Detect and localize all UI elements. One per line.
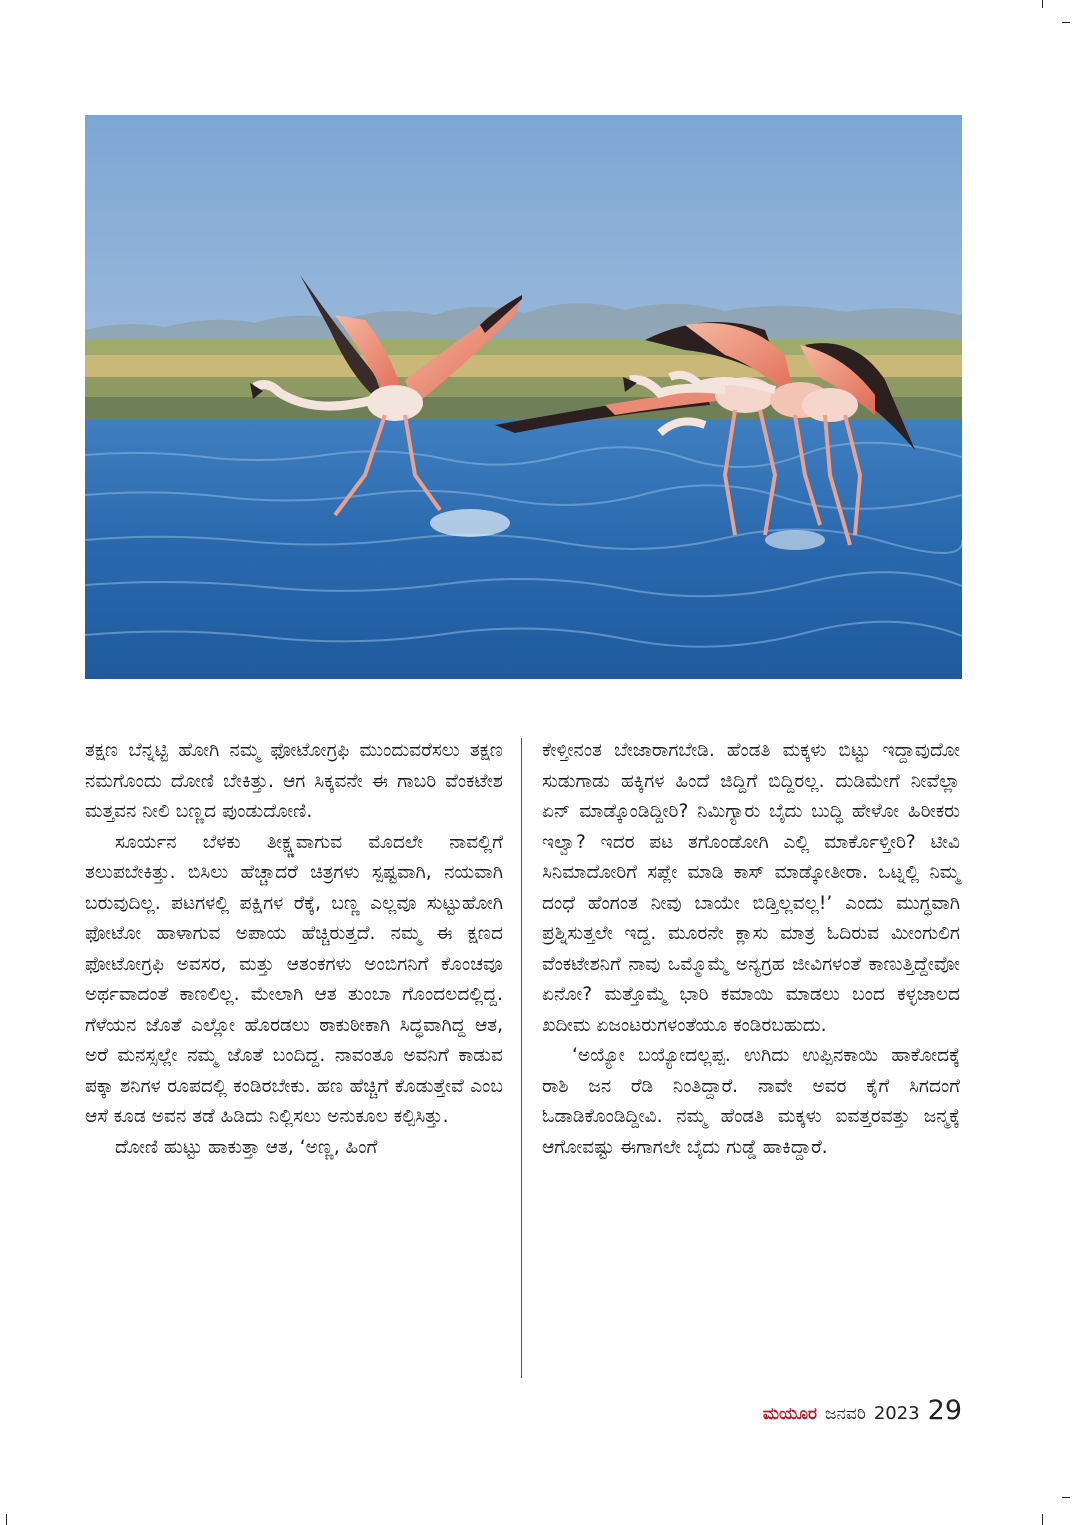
- paragraph: ಸೂರ್ಯನ ಬೆಳಕು ತೀಕ್ಷ್ಣವಾಗುವ ಮೊದಲೇ ನಾವಲ್ಲಿಗೆ ತಲುಪಬೇಕಿತ್ತು. ಬಿಸಿಲು ಹೆಚ್ಚಾದರೆ ಚಿತ್ರಗಳು ಸ್ಪಷ್ಟವಾಗಿ, ನಯವಾಗಿ ಬರುವುದಿಲ್ಲ. ಪಟಗಳಲ್ಲಿ ಪಕ್ಷಿಗಳ ರೆಕ್ಕೆ, ಬಣ್ಣ ಎಲ್ಲವೂ ಸುಟ್ಟುಹೋಗಿ ಫೋಟೋ ಹಾಳಾಗುವ ಅಪಾಯ ಹೆಚ್ಚಿರುತ್ತದೆ. ನಮ್ಮ ಈ ಕ್ಷಣದ ಫೋಟೋಗ್ರಫಿ ಅವಸರ, ಮತ್ತು ಆತಂಕಗಳು ಅಂಬಿಗನಿಗೆ ಕೊಂಚವೂ ಅರ್ಥವಾದಂತೆ ಕಾಣಲಿಲ್ಲ. ಮೇಲಾಗಿ ಆತ ತುಂಬಾ ಗೊಂದಲದಲ್ಲಿದ್ದ. ಗೆಳೆಯನ ಜೊತೆ ಎಲ್ಲೋ ಹೊರಡಲು ಠಾಕುಠೀಕಾಗಿ ಸಿದ್ಧವಾಗಿದ್ದ ಆತ, ಅರೆ ಮನಸ್ಸಲ್ಲೇ ನಮ್ಮ ಜೊತೆ ಬಂದಿದ್ದ. ನಾವಂತೂ ಅವನಿಗೆ ಕಾಡುವ ಪಕ್ಕಾ ಶನಿಗಳ ರೂಪದಲ್ಲಿ ಕಂಡಿರಬೇಕು. ಹಣ ಹೆಚ್ಚಿಗೆ ಕೊಡುತ್ತೇವೆ ಎಂಬ ಆಸೆ ಕೂಡ ಅವನ ತಡೆ ಹಿಡಿದು ನಿಲ್ಲಿಸಲು ಅನುಕೂಲ ಕಲ್ಪಿಸಿತ್ತು.: [85, 831, 503, 1127]
- crop-mark-top-right: [1042, 0, 1043, 8]
- article-column-right: [542, 736, 960, 1163]
- page-footer: [763, 1395, 962, 1426]
- article-column-left: [85, 736, 503, 1163]
- paragraph: ತಕ್ಷಣ ಬೆನ್ನಟ್ಟಿ ಹೋಗಿ ನಮ್ಮ ಫೋಟೋಗ್ರಫಿ ಮುಂದುವರೆಸಲು ತಕ್ಷಣ ನಮಗೊಂದು ದೋಣಿ ಬೇಕಿತ್ತು. ಆಗ ಸಿಕ್ಕವನೇ ಈ ಗಾಬರಿ ವೆಂಕಟೇಶ ಮತ್ತವನ ನೀಲಿ ಬಣ್ಣದ ಪುಂಡುದೋಣಿ.: [85, 740, 503, 822]
- crop-mark-right-upper: [1062, 22, 1070, 23]
- paragraph: ದೋಣಿ ಹುಟ್ಟು ಹಾಕುತ್ತಾ ಆತ, ‘ಅಣ್ಣ, ಹಿಂಗೆ: [115, 1136, 378, 1158]
- paragraph: ‘ಅಯ್ಯೋ ಬಯ್ಯೋದಲ್ಲಪ್ಪ. ಉಗಿದು ಉಪ್ಪಿನಕಾಯಿ ಹಾಕೋದಕ್ಕೆ ರಾಶಿ ಜನ ರೆಡಿ ನಿಂತಿದ್ದಾರೆ. ನಾವೇ ಅವರ ಕೈಗೆ ಸಿಗದಂಗೆ ಓಡಾಡಿಕೊಂಡಿದ್ದೀವಿ. ನಮ್ಮ ಹೆಂಡತಿ ಮಕ್ಕಳು ಐವತ್ತರವತ್ತು ಜನ್ಮಕ್ಕೆ ಆಗೋವಷ್ಟು ಈಗಾಗಲೇ ಬೈದು ಗುಡ್ಡೆ ಹಾಕಿದ್ದಾರೆ.: [542, 1045, 960, 1158]
- page-number: 29: [927, 1395, 962, 1426]
- crop-mark-bottom-left: [6, 1514, 7, 1525]
- paragraph: ಕೇಳ್ತೀನಂತ ಬೇಜಾರಾಗಬೇಡಿ. ಹೆಂಡತಿ ಮಕ್ಕಳು ಬಿಟ್ಟು ಇದ್ದಾವುದೋ ಸುಡುಗಾಡು ಹಕ್ಕಿಗಳ ಹಿಂದೆ ಜಿದ್ದಿಗೆ ಬಿದ್ದಿರಲ್ಲ. ದುಡಿಮೇಗೆ ನೀವೆಲ್ಲಾ ಏನ್ ಮಾಡ್ಕೊಂಡಿದ್ದೀರಿ? ನಿಮಿಗ್ಯಾರು ಬೈದು ಬುದ್ಧಿ ಹೇಳೋ ಹಿರೀಕರು ಇಲ್ವಾ? ಇದರ ಪಟ ತಗೊಂಡೋಗಿ ಎಲ್ಲಿ ಮಾರ್ಕೊಳ್ತೀರಿ? ಟೀವಿ ಸಿನಿಮಾದೋರಿಗೆ ಸಪ್ಲೇ ಮಾಡಿ ಕಾಸ್ ಮಾಡ್ಕೋತೀರಾ. ಒಟ್ನಲ್ಲಿ ನಿಮ್ಮ ದಂಧೆ ಹೆಂಗಂತ ನೀವು ಬಾಯೇ ಬಿಡ್ತಿಲ್ಲವಲ್ಲ!’ ಎಂದು ಮುಗ್ಧವಾಗಿ ಪ್ರಶ್ನಿಸುತ್ತಲೇ ಇದ್ದ. ಮೂರನೇ ಕ್ಲಾಸು ಮಾತ್ರ ಓದಿರುವ ಮೀಂಗುಲಿಗ ವೆಂಕಟೇಶನಿಗೆ ನಾವು ಒಮ್ಮೊಮ್ಮೆ ಅನ್ಯಗ್ರಹ ಜೀವಿಗಳಂತೆ ಕಾಣುತ್ತಿದ್ದೇವೋ ಏನೋ? ಮತ್ತೊಮ್ಮೆ ಭಾರಿ ಕಮಾಯಿ ಮಾಡಲು ಬಂದ ಕಳ್ಳಜಾಲದ ಖದೀಮ ಏಜಂಟರುಗಳಂತೆಯೂ ಕಂಡಿರಬಹುದು.: [542, 740, 960, 1036]
- flamingos-photo: [85, 115, 962, 679]
- magazine-logo: ಮಯೂರ: [762, 1404, 818, 1424]
- crop-mark-right-lower: [1062, 1497, 1070, 1498]
- issue-year: 2023: [873, 1403, 920, 1424]
- issue-month: ಜನವರಿ: [825, 1404, 866, 1424]
- column-divider: [521, 738, 522, 1378]
- crop-mark-bottom-right: [1042, 1514, 1043, 1525]
